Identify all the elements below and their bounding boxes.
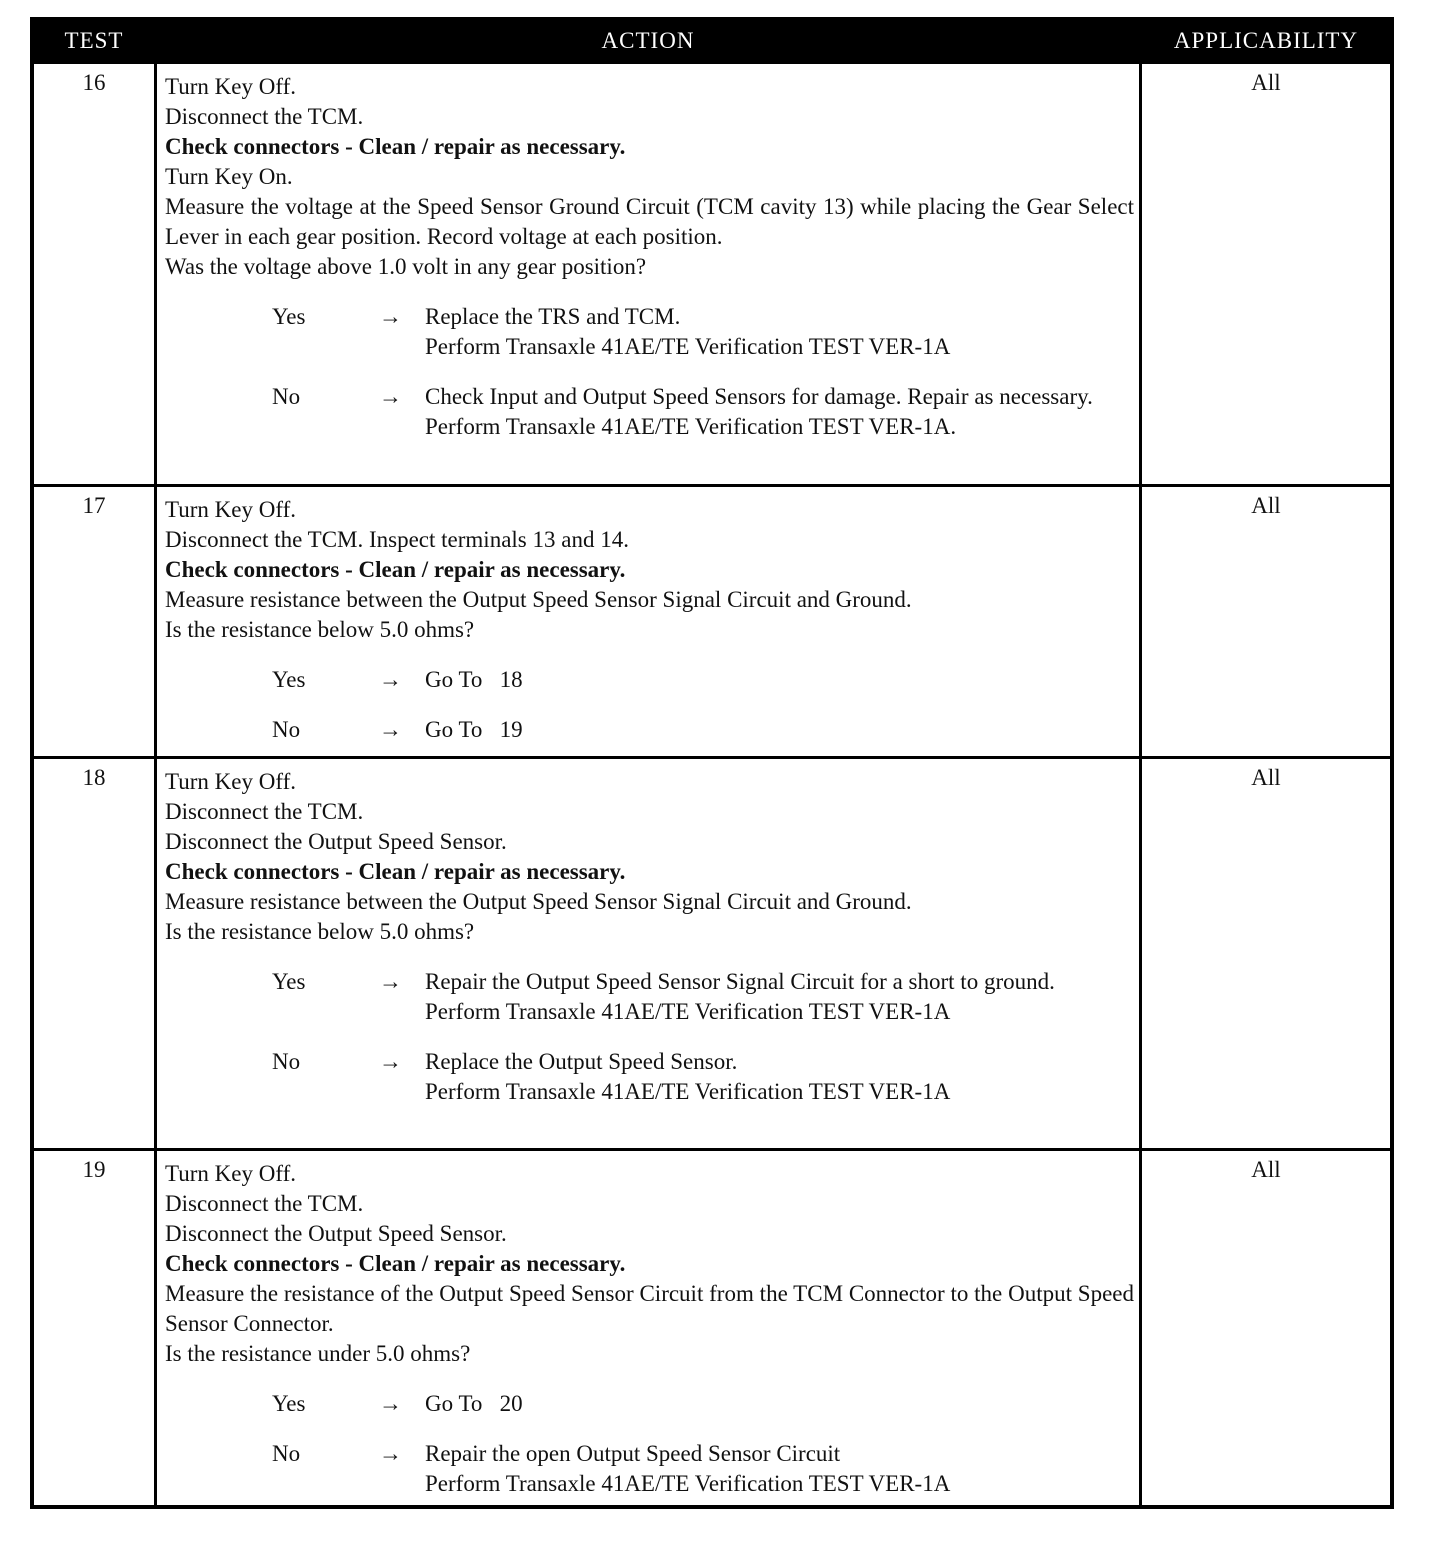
no-result [425,1047,1134,1107]
step-line: Turn Key Off. [165,74,296,99]
step-line: Is the resistance under 5.0 ohms? [165,1341,471,1366]
applicability-cell: All [1251,765,1281,790]
step-line: Turn Key Off. [165,1161,296,1186]
result-line: Perform Transaxle 41AE/TE Verification TEST VER-1A. [425,414,957,439]
arrow-icon: → [379,667,402,692]
arrow-icon: → [379,1441,402,1466]
yes-label: Yes [272,969,306,994]
step-line: Disconnect the TCM. Inspect terminals 13 and 14. [165,527,629,552]
result-line: Go To 19 [425,717,523,742]
step-line-bold: Check connectors - Clean / repair as necessary. [165,557,626,582]
result-line: Perform Transaxle 41AE/TE Verification TEST VER-1A [425,1079,951,1104]
result-line: Replace the TRS and TCM. [425,304,681,329]
no-label: No [272,1441,301,1466]
yes-result [425,1389,1134,1419]
step-line: Disconnect the TCM. [165,799,364,824]
result-line: Repair the Output Speed Sensor Signal Circuit for a short to ground. [425,969,1055,994]
step-line: Measure resistance between the Output Speed Sensor Signal Circuit and Ground. [165,587,912,612]
step-line: Disconnect the Output Speed Sensor. [165,829,507,854]
step-line: Disconnect the TCM. [165,1191,364,1216]
no-label: No [272,717,301,742]
result-line: Perform Transaxle 41AE/TE Verification TEST VER-1A [425,999,951,1024]
action-cell [154,1151,1142,1505]
yes-label: Yes [272,1391,306,1416]
test-row-18 [34,756,1390,1148]
step-line: Is the resistance below 5.0 ohms? [165,617,475,642]
step-line: Turn Key On. [165,164,293,189]
no-answer [165,715,1134,745]
result-line: Check Input and Output Speed Sensors for damage. Repair as necessary. [425,384,1093,409]
arrow-icon: → [379,304,402,329]
action-cell [154,64,1142,484]
yes-label: Yes [272,304,306,329]
header-applicability: APPLICABILITY [1173,28,1359,53]
no-label: No [272,384,301,409]
header-test: TEST [64,28,124,53]
test-row-19 [34,1148,1390,1505]
test-number: 16 [82,70,106,95]
step-line: Disconnect the TCM. [165,104,364,129]
result-line: Replace the Output Speed Sensor. [425,1049,738,1074]
yes-answer [165,665,1134,695]
yes-result [425,967,1134,1027]
test-row-16 [34,61,1390,484]
no-answer [165,382,1134,442]
result-line: Go To 18 [425,667,523,692]
step-line: Measure resistance between the Output Speed Sensor Signal Circuit and Ground. [165,889,912,914]
yes-answer [165,302,1134,362]
no-answer [165,1439,1134,1499]
step-line: Disconnect the Output Speed Sensor. [165,1221,507,1246]
no-answer [165,1047,1134,1107]
step-line-bold: Check connectors - Clean / repair as necessary. [165,859,626,884]
diagnostic-table [30,17,1394,1509]
no-result [425,1439,1134,1499]
header-action: ACTION [601,28,695,53]
arrow-icon: → [379,717,402,742]
no-result [425,715,1134,745]
test-number: 17 [82,493,106,518]
step-line: Was the voltage above 1.0 volt in any gear position? [165,254,647,279]
test-number: 18 [82,765,106,790]
no-result [425,382,1134,442]
action-cell [154,487,1142,756]
yes-answer [165,967,1134,1027]
result-line: Repair the open Output Speed Sensor Circuit [425,1441,841,1466]
yes-result [425,302,1134,362]
table-header [34,21,1390,61]
step-line: Measure the voltage at the Speed Sensor Ground Circuit (TCM cavity 13) while placing the Gear Select Lever in each gear position. Record voltage at each position. [165,194,1134,249]
test-row-17 [34,484,1390,756]
applicability-cell: All [1251,1157,1281,1182]
arrow-icon: → [379,1391,402,1416]
step-line-bold: Check connectors - Clean / repair as necessary. [165,134,626,159]
test-number: 19 [82,1157,106,1182]
arrow-icon: → [379,384,402,409]
result-line: Perform Transaxle 41AE/TE Verification TEST VER-1A [425,1471,951,1496]
applicability-cell: All [1251,70,1281,95]
yes-answer [165,1389,1134,1419]
yes-result [425,665,1134,695]
yes-label: Yes [272,667,306,692]
action-cell [154,759,1142,1148]
result-line: Perform Transaxle 41AE/TE Verification TEST VER-1A [425,334,951,359]
result-line: Go To 20 [425,1391,523,1416]
applicability-cell: All [1251,493,1281,518]
step-line: Is the resistance below 5.0 ohms? [165,919,475,944]
step-line: Measure the resistance of the Output Speed Sensor Circuit from the TCM Connector to the Output Speed Sensor Connector. [165,1281,1134,1336]
arrow-icon: → [379,969,402,994]
step-line-bold: Check connectors - Clean / repair as necessary. [165,1251,626,1276]
no-label: No [272,1049,301,1074]
step-line: Turn Key Off. [165,497,296,522]
arrow-icon: → [379,1049,402,1074]
step-line: Turn Key Off. [165,769,296,794]
